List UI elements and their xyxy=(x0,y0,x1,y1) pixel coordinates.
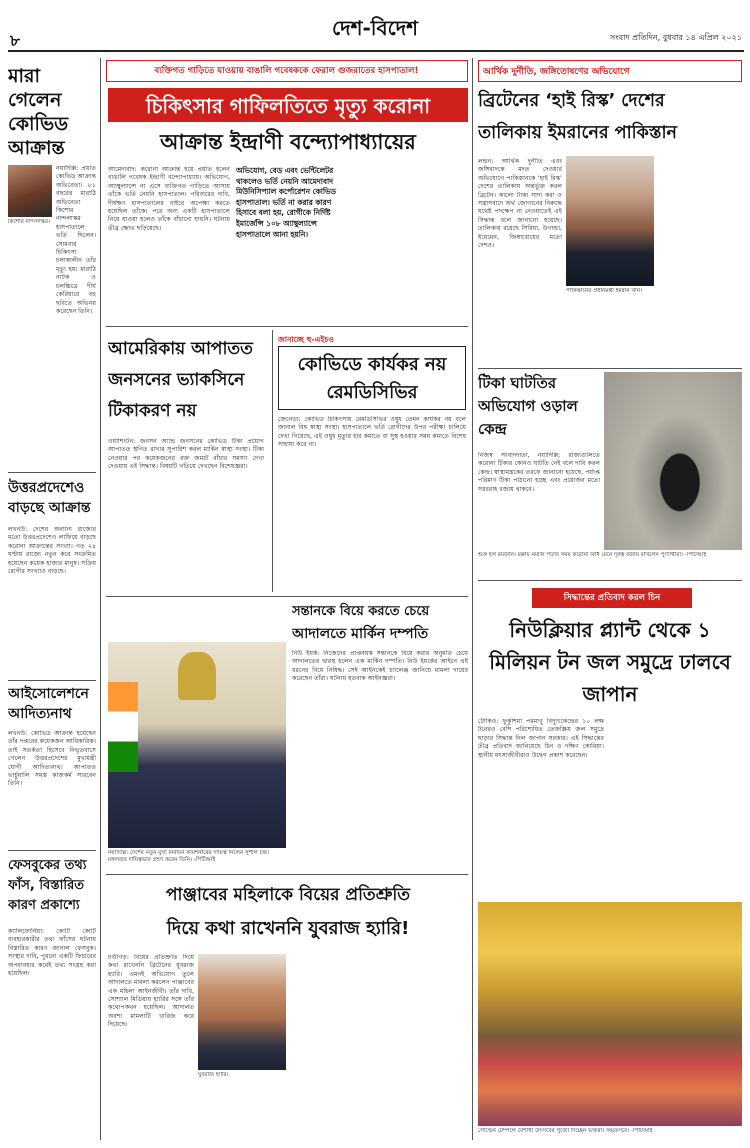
left-divider-1 xyxy=(8,472,96,473)
harry-body-cont xyxy=(290,954,468,1140)
kaaba-photo xyxy=(604,372,742,550)
left-column-divider xyxy=(100,58,101,1140)
banner-text: ব্যক্তিগত গাড়িতে যাওয়ায় বাঙালি গবেষককে ফেরাল গুজরাতের হাসপাতাল! xyxy=(154,66,419,76)
lead-pull-quote: অভিযোগ, বেড এবং ভেন্টিলেটর থাকলেও ভর্তি নেয়নি আমেদাবাদ মিউনিসিপ্যাল কর্পোরেশন কোভিড হাসপাতাল। ভর্তি না করার কারণ হিসাবে বলা হয়, রোগীকে নির্দিষ্ট ইমার্জেন্সি ১০৮ অ্যাম্বুল্যান্সে হাসপাতালে আনা হয়নি। xyxy=(236,166,336,239)
pakistan-body: লন্ডন: আর্থিক দুর্নীতি এবং জঙ্গিবাদকে মদত দেওয়ার অভিযোগে পাকিস্তানকে ‘হাই রিস্ক’ দেশের তালিকায় অন্তর্ভুক্ত করল ব্রিটেন। কালো টাকা সাদা করা ও সন্ত্রাসবাদে অর্থ জোগানের বিরুদ্ধে যথেষ্ট পদক্ষেপ না নেওয়াতেই এই সিদ্ধান্ত বলে জানানো হয়েছে। তালিকায় রয়েছে সিরিয়া, উগান্ডা, ইয়েমেন, জিম্বাবোয়ের মতো দেশও। xyxy=(478,158,562,250)
lead-body: আমেদাবাদ: করোনা আক্রান্ত হয়ে প্রয়াত হলেন বাঙালি গবেষক ইন্দ্রাণী বন্দ্যোপাধ্যায়। অভিযোগ, অ্যাম্বুল্যান্সে না এসে ব্যক্তিগত গাড়িতে আসায় তাঁকে ভর্তি নেয়নি হাসপাতাল। পরিবারের দাবি, দীর্ঘক্ষণ হাসপাতালের বাইরে অপেক্ষা করতে হয়েছিল তাঁকে। পরে অন্য একটি হাসপাতালে নিয়ে যাওয়া হলেও তাঁকে বাঁচানো যায়নি। ঘটনায় তীব্র ক্ষোভ ছড়িয়েছে। xyxy=(108,166,230,232)
ashoka-emblem-icon xyxy=(178,652,216,700)
golden-temple-photo xyxy=(478,902,742,1126)
left-divider-2 xyxy=(8,680,96,681)
couple-body: নিউ ইয়র্ক: নিজেদের প্রাপ্তবয়স্ক সন্তানকে বিয়ে করার অনুমতি চেয়ে আদালতের দ্বারস্থ হলেন এক মার্কিন দম্পতি। নিউ ইয়র্কের আইনে এই ধরনের বিয়ে নিষিদ্ধ। সেই আইনকেই চ্যালেঞ্জ জানিয়ে মামলা দায়ের করেছেন তাঁরা। ঘটনায় হতবাক আইনজ্ঞরা। xyxy=(292,650,468,683)
who-kicker: জানাচ্ছে হু-এইচও xyxy=(278,335,335,344)
pakistan-headline-line2: তালিকায় ইমরানের পাকিস্তান xyxy=(478,123,677,143)
right-divider-1 xyxy=(478,368,742,369)
prince-harry-photo xyxy=(198,954,286,1070)
actor-photo xyxy=(8,165,52,217)
lead-body-cont xyxy=(350,166,468,324)
imran-khan-photo xyxy=(566,156,654,286)
pakistan-kicker-box xyxy=(478,60,742,82)
right-column-divider xyxy=(472,58,473,1140)
left-divider-3 xyxy=(8,850,96,851)
kaaba-body: নিজস্ব সংবাদদাতা, নয়াদিল্লি: রাজ্যগুলিতে করোনা টিকার কোনও ঘাটতি নেই বলে দাবি করল কেন্দ্র। স্বাস্থ্যমন্ত্রকের তরফে জানানো হয়েছে, পর্যাপ্ত পরিমাণ টিকা পাঠানো হচ্ছে এবং প্রয়োজন মতো সরবরাহ বজায় থাকবে। xyxy=(478,452,600,493)
vaccine-body: ওয়াশিংটন: জনসন অ্যান্ড জনসনের কোভিড টিকা প্রয়োগ আপাতত স্থগিত রাখার সুপারিশ করল মার্কিন স্বাস্থ্য সংস্থা। টিকা নেওয়ার পর কয়েকজনের রক্ত জমাট বাঁধার সমস্যা দেখা দেওয়ায় এই সিদ্ধান্ত। বিষয়টি খতিয়ে দেখছেন বিশেষজ্ঞরা। xyxy=(108,438,264,471)
election-commissioner-photo xyxy=(108,642,286,848)
mid-divider-4 xyxy=(106,874,468,875)
pakistan-headline-line1: ব্রিটেনের ‘হাই রিস্ক’ দেশের xyxy=(478,91,665,111)
left-story2-headline: উত্তরপ্রদেশেও বাড়ছে আক্রান্ত xyxy=(8,480,91,516)
left-story4-body: ক্যালিফোর্নিয়া: কোটি কোটি ব্যবহারকারীর তথ্য ফাঁসের ঘটনায় বিস্তারিত কারণ জানাল ফেসবুক। সংস্থার দাবি, পুরনো একটি ফিচারের অপব্যবহার করেই তথ্য সংগ্রহ করা হয়েছিল। xyxy=(8,928,96,978)
pakistan-body-cont xyxy=(658,158,742,358)
kaaba-headline: টিকা ঘাটতির অভিযোগ ওড়াল কেন্দ্র xyxy=(478,374,578,438)
japan-body-cont xyxy=(610,718,742,898)
prince-harry-caption: যুবরাজ হ্যারি। xyxy=(198,1072,229,1078)
lead-headline-line1: চিকিৎসার গাফিলতিতে মৃত্যু করোনা xyxy=(145,94,431,118)
japan-kicker-box xyxy=(532,588,692,608)
indian-flag-icon xyxy=(108,682,138,772)
left-story1-headline: মারা গেলেন কোভিড আক্রান্ত xyxy=(8,65,69,159)
harry-body: চণ্ডীগড়: বিয়ের প্রতিশ্রুতি দিয়ে কথা রাখেননি ব্রিটেনের যুবরাজ হ্যারি। এমনই অভিযোগ তুলে আদালতে মামলা করলেন পাঞ্জাবের এক মহিলা আইনজীবী। তাঁর দাবি, সোশ্যাল মিডিয়ায় হ্যারির সঙ্গে তাঁর কথোপকথন হয়েছিল। আদালত অবশ্য মামলাটি খারিজ করে দিয়েছে। xyxy=(108,954,194,1029)
lead-headline-line2: আক্রান্ত ইন্দ্রাণী বন্দ্যোপাধ্যায়ের xyxy=(160,130,416,154)
left-story4-headline: ফেসবুকের তথ্য ফাঁস, বিস্তারিত কারণ প্রকাশ্যে xyxy=(8,858,87,913)
couple-headline-line1: সন্তানকে বিয়ে করতে চেয়ে xyxy=(292,604,430,619)
vaccine-headline: আমেরিকায় আপাতত জনসনের ভ্যাকসিনে টিকাকরণ নয় xyxy=(108,339,253,421)
kaaba-photo-caption: শুরু হল রমজান। মক্কায় নমাজ পড়ার সময় করোনা বিধি মেনে দূরত্ব বজায় রাখলেন পুণ্যার্থীরা। -পিটিআই xyxy=(478,552,707,558)
masthead xyxy=(0,0,750,50)
mid-divider-1 xyxy=(106,326,468,327)
election-commissioner-caption: নয়াদিল্লি: দেশের নতুন মুখ্য নির্বাচন কমিশনারের দায়িত্ব নিলেন সুশীল চন্দ্র। মঙ্গলবার দায়িত্বভার গ্রহণ করেন তিনি। -পিটিআই xyxy=(108,850,270,864)
japan-headline: নিউক্লিয়ার প্ল্যান্ট থেকে ১ মিলিয়ন টন জল সমুদ্রে ঢালবে জাপান xyxy=(489,618,731,706)
golden-temple-caption: গোল্ডেন টেম্পলে বৈশাখী উৎসবের পুজো দিচ্ছেন ভক্তরা। অমৃতসরে। -পিটিআই xyxy=(478,1128,653,1134)
japan-body: টোকিও: ফুকুশিমা পরমাণু বিদ্যুৎকেন্দ্রের ১০ লক্ষ টনেরও বেশি পরিশোধিত তেজস্ক্রিয় জল সমুদ্রে ছাড়ার সিদ্ধান্ত নিল জাপান সরকার। এই সিদ্ধান্তের তীব্র প্রতিবাদ জানিয়েছে চিন ও দক্ষিণ কোরিয়া। স্থানীয় মৎস্যজীবীরাও উদ্বেগ প্রকাশ করেছেন। xyxy=(478,718,604,759)
couple-headline-line2: আদালতে মার্কিন দম্পতি xyxy=(292,626,429,642)
lead-headline-line1-box xyxy=(108,88,468,122)
left-story3-headline: আইসোলেশনে আদিত্যনাথ xyxy=(8,686,89,722)
pakistan-kicker: আর্থিক দুর্নীতি, জঙ্গিতোষণের অভিযোগে xyxy=(483,67,630,77)
harry-headline-line2: দিয়ে কথা রাখেননি যুবরাজ হ্যারি! xyxy=(166,918,410,939)
masthead-rule xyxy=(8,50,744,52)
left-story2-body: লখনউ: দেশের অন্যান্য রাজ্যের মতো উত্তরপ্রদেশেও লাফিয়ে বাড়ছে করোনা আক্রান্তের সংখ্যা। গত ২৪ ঘণ্টায় রাজ্যে নতুন করে সংক্রমিত হয়েছেন কয়েক হাজার মানুষ। সক্রিয় রোগীর সংখ্যাও বাড়ছে। xyxy=(8,526,96,576)
right-divider-2 xyxy=(478,580,742,581)
harry-headline-line1: পাঞ্জাবের মহিলাকে বিয়ের প্রতিশ্রুতি xyxy=(165,885,411,905)
mid-divider-3 xyxy=(106,596,468,597)
who-headline-box xyxy=(278,346,466,410)
edition-date: সংবাদ প্রতিদিন, বুধবার ১৪ এপ্রিল ২০২১ xyxy=(609,33,742,42)
left-story1-body: নয়াদিল্লি: প্রয়াত কোভিড আক্রান্ত অভিনেতা। ৮১ বছরের মারাঠি অভিনেতা কিশোর নান্দলাস্কর হাসপাতালে ভর্তি ছিলেন। সোমবার চিকিৎসা চলাকালীন তাঁর মৃত্যু হয়। মারাঠি নাটক ও চলচ্চিত্রে দীর্ঘ কেরিয়ারে বহু ছবিতে অভিনয় করেছেন তিনি। xyxy=(56,165,96,315)
mid-divider-2 xyxy=(272,330,273,592)
who-headline: কোভিডে কার্যকর নয় রেমডিসিভির xyxy=(297,354,447,403)
japan-kicker: সিদ্ধান্তের প্রতিবাদ করল চিন xyxy=(563,593,661,603)
left-story3-body: লখনউ: কোভিড আক্রান্ত হয়েছেন তাঁর দপ্তরের কয়েকজন আধিকারিক। তাই সতর্কতা হিসেবে নিভৃতবাসে গেলেন উত্তরপ্রদেশের মুখ্যমন্ত্রী যোগী আদিত্যনাথ। আপাতত ভার্চুয়ালি সমস্ত কাজকর্ম সারবেন তিনি। xyxy=(8,730,96,788)
page-number: ৮ xyxy=(10,31,21,50)
imran-khan-photo-caption: পাকিস্তানের প্রধানমন্ত্রী ইমরান খান। xyxy=(566,288,643,294)
section-title: দেশ-বিদেশ xyxy=(332,16,418,40)
who-body: জেনেভা: কোভিড চিকিৎসায় রেমডিসিভির ওষুধ তেমন কার্যকর নয় বলে জানাল বিশ্ব স্বাস্থ্য সংস্থা। হাসপাতালে ভর্তি রোগীদের উপর পরীক্ষা চালিয়ে দেখা গিয়েছে, এই ওষুধ মৃত্যুর হার কমাতে বা সুস্থ হওয়ার সময় কমাতে বিশেষ সাহায্য করে না। xyxy=(278,416,466,449)
actor-photo-caption: কিশোর নান্দলাস্কর। xyxy=(8,219,50,225)
left-story1-body-cont xyxy=(8,238,52,328)
banner xyxy=(106,60,468,82)
